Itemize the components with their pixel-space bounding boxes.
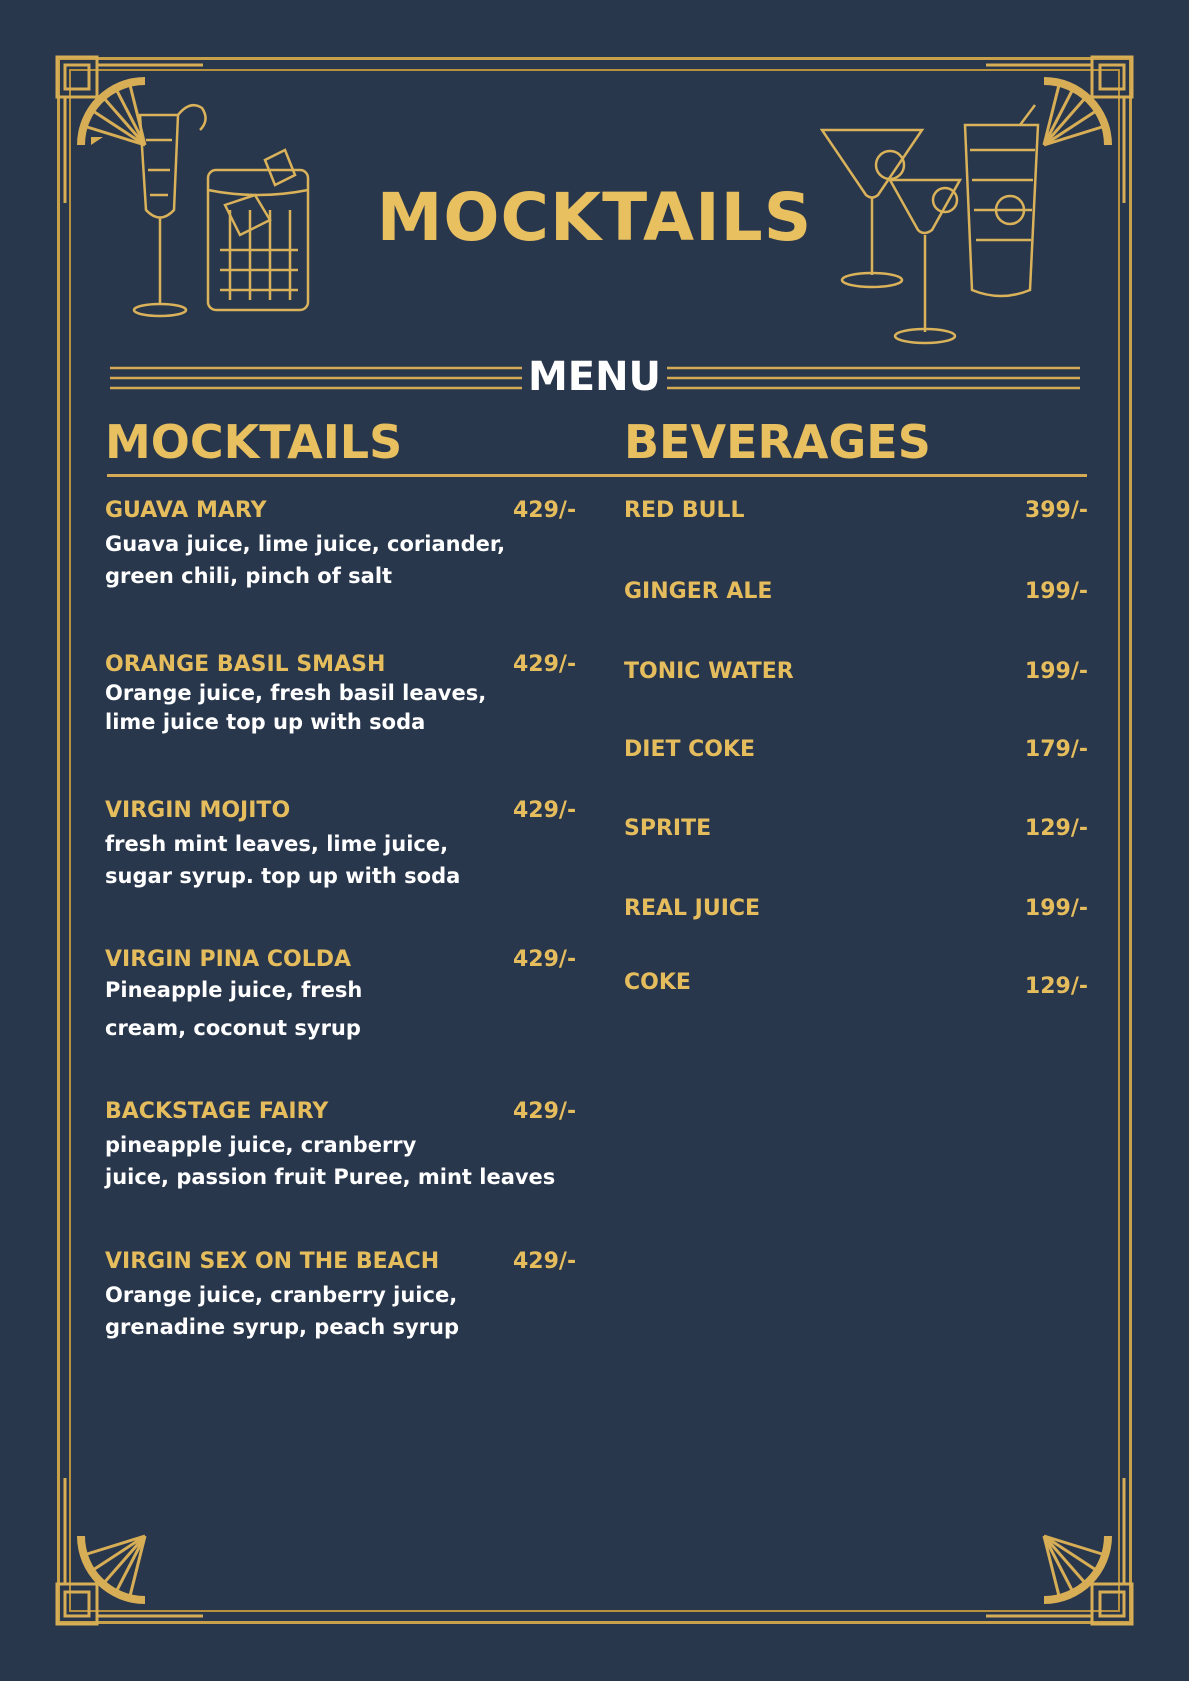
item-price: 429/-	[513, 798, 577, 823]
section-divider	[107, 474, 1087, 477]
item-description: Orange juice, fresh basil leaves,	[105, 681, 487, 705]
item-price: 129/-	[1024, 974, 1088, 999]
item-description: green chili, pinch of salt	[105, 564, 393, 588]
item-name: RED BULL	[624, 498, 745, 523]
item-name: GUAVA MARY	[105, 498, 267, 523]
list-item	[105, 497, 585, 592]
page-title: MOCKTAILS	[376, 179, 813, 256]
item-price: 129/-	[1024, 816, 1088, 841]
item-description: juice, passion fruit Puree, mint leaves	[105, 1165, 556, 1189]
list-item	[105, 946, 585, 1044]
item-price: 199/-	[1024, 579, 1088, 604]
item-name: VIRGIN PINA COLDA	[105, 947, 352, 972]
list-item	[105, 651, 585, 737]
item-name: DIET COKE	[624, 737, 756, 762]
list-item	[624, 736, 1088, 764]
list-item	[105, 1098, 585, 1193]
item-description: Orange juice, cranberry juice,	[105, 1283, 458, 1307]
item-price: 429/-	[513, 1249, 577, 1274]
item-name: SPRITE	[624, 816, 712, 841]
item-description: Guava juice, lime juice, coriander,	[105, 532, 506, 556]
item-description: fresh mint leaves, lime juice,	[105, 832, 449, 856]
item-description: pineapple juice, cranberry	[105, 1133, 417, 1157]
item-name: BACKSTAGE FAIRY	[105, 1099, 329, 1124]
corner-ornament-icon	[984, 1476, 1134, 1626]
item-price: 399/-	[1024, 498, 1088, 523]
mocktails-heading: MOCKTAILS	[105, 415, 403, 469]
menu-label: MENU	[522, 354, 667, 400]
item-name: ORANGE BASIL SMASH	[105, 652, 386, 677]
item-description: Pineapple juice, fresh	[105, 978, 363, 1002]
item-price: 429/-	[513, 652, 577, 677]
list-item	[624, 497, 1088, 525]
list-item	[624, 969, 1088, 997]
item-price: 429/-	[513, 1099, 577, 1124]
list-item	[624, 658, 1088, 686]
list-item	[624, 578, 1088, 606]
corner-ornament-icon	[55, 1476, 205, 1626]
list-item	[624, 895, 1088, 923]
list-item	[105, 1248, 585, 1343]
list-item	[105, 797, 585, 892]
item-name: COKE	[624, 970, 691, 995]
item-price: 199/-	[1024, 896, 1088, 921]
item-name: TONIC WATER	[624, 659, 794, 684]
list-item	[624, 815, 1088, 843]
item-price: 429/-	[513, 498, 577, 523]
beverages-heading: BEVERAGES	[624, 415, 931, 469]
item-price: 179/-	[1024, 737, 1088, 762]
item-description: lime juice top up with soda	[105, 710, 426, 734]
item-price: 199/-	[1024, 659, 1088, 684]
item-description: grenadine syrup, peach syrup	[105, 1315, 459, 1339]
menu-label-wrap	[0, 352, 1189, 402]
item-name: VIRGIN MOJITO	[105, 798, 291, 823]
item-name: VIRGIN SEX ON THE BEACH	[105, 1249, 440, 1274]
item-description: cream, coconut syrup	[105, 1016, 361, 1040]
item-price: 429/-	[513, 947, 577, 972]
item-name: GINGER ALE	[624, 579, 773, 604]
item-description: sugar syrup. top up with soda	[105, 864, 461, 888]
item-name: REAL JUICE	[624, 896, 761, 921]
